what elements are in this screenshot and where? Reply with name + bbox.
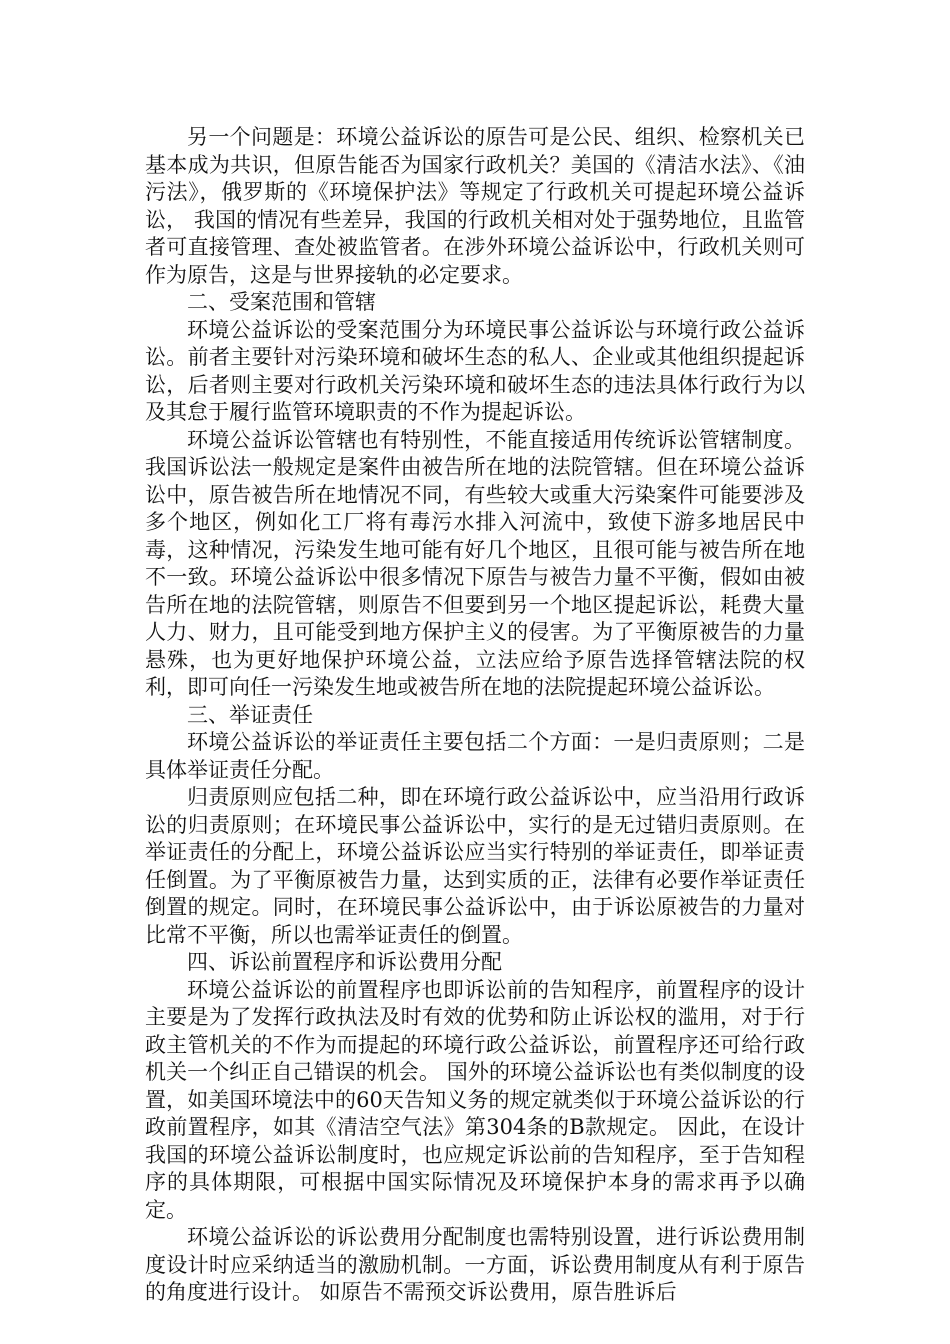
section-heading-preprocedure-costs: 四、诉讼前置程序和诉讼费用分配 xyxy=(187,950,502,974)
paragraph-case-scope: 环境公益诉讼的受案范围分为环境民事公益诉讼与环境行政公益诉讼。前者主要针对污染环境和破坏生态的私人、企业或其他组织提起诉讼，后者则主要对行政机关污染环境和破坏生态的违法具体行政行为以及其怠于履行监管环境职责的不作为提起诉讼。 xyxy=(145,317,805,424)
paragraph-litigation-costs: 环境公益诉讼的诉讼费用分配制度也需特别设置，进行诉讼费用制度设计时应采纳适当的激励机制。一方面，诉讼费用制度从有利于原告的角度进行设计。 如原告不需预交诉讼费用，原告胜诉后 xyxy=(145,1225,805,1304)
paragraph-liability-principle: 归责原则应包括二种，即在环境行政公益诉讼中，应当沿用行政诉讼的归责原则；在环境民事公益诉讼中，实行的是无过错归责原则。在举证责任的分配上，环境公益诉讼应当实行特别的举证责任，即举证责任倒置。为了平衡原被告力量，达到实质的正，法律有必要作举证责任倒置的规定。同时，在环境民事公益诉讼中，由于诉讼原被告的力量对比常不平衡，所以也需举证责任的倒置。 xyxy=(145,785,805,947)
section-heading-burden-of-proof: 三、举证责任 xyxy=(187,702,313,727)
paragraph-burden-overview: 环境公益诉讼的举证责任主要包括二个方面：一是归责原则；二是具体举证责任分配。 xyxy=(145,730,805,782)
section-heading-scope-jurisdiction: 二、受案范围和管辖 xyxy=(187,290,376,314)
paragraph-plaintiff-question: 另一个问题是：环境公益诉讼的原告可是公民、组织、检察机关已基本成为共识，但原告能否为国家行政机关？美国的《清洁水法》、《油污法》，俄罗斯的《环境保护法》等规定了行政机关可提起环境公益诉讼， 我国的情况有些差异，我国的行政机关相对处于强势地位，且监管者可直接管理、查处被监管者。在涉外环境公益诉讼中，行政机关则可作为原告，这是与世界接轨的必定要求。 xyxy=(145,125,805,287)
document-body xyxy=(145,124,805,1307)
paragraph-jurisdiction: 环境公益诉讼管辖也有特别性，不能直接适用传统诉讼管辖制度。我国诉讼法一般规定是案件由被告所在地的法院管辖。但在环境公益诉讼中，原告被告所在地情况不同，有些较大或重大污染案件可能要涉及多个地区，例如化工厂将有毒污水排入河流中，致使下游多地居民中毒，这种情况，污染发生地可能有好几个地区，且很可能与被告所在地不一致。环境公益诉讼中很多情况下原告与被告力量不平衡，假如由被告所在地的法院管辖，则原告不但要到另一个地区提起诉讼，耗费大量人力、财力，且可能受到地方保护主义的侵害。为了平衡原被告的力量悬殊，也为更好地保护环境公益，立法应给予原告选择管辖法院的权利，即可向任一污染发生地或被告所在地的法院提起环境公益诉讼。 xyxy=(145,427,805,699)
paragraph-pre-procedure: 环境公益诉讼的前置程序也即诉讼前的告知程序，前置程序的设计主要是为了发挥行政执法及时有效的优势和防止诉讼权的滥用，对于行政主管机关的不作为而提起的环境行政公益诉讼，前置程序还可给行政机关一个纠正自己错误的机会。 国外的环境公益诉讼也有类似制度的设置，如美国环境法中的60天告知义务的规定就类似于环境公益诉讼的行政前置程序，如其《清洁空气法》第304条的B款规定。 因此，在设计我国的环境公益诉讼制度时，也应规定诉讼前的告知程序，至于告知程序的具体期限，可根据中国实际情况及环境保护本身的需求再予以确定。 xyxy=(145,977,805,1222)
